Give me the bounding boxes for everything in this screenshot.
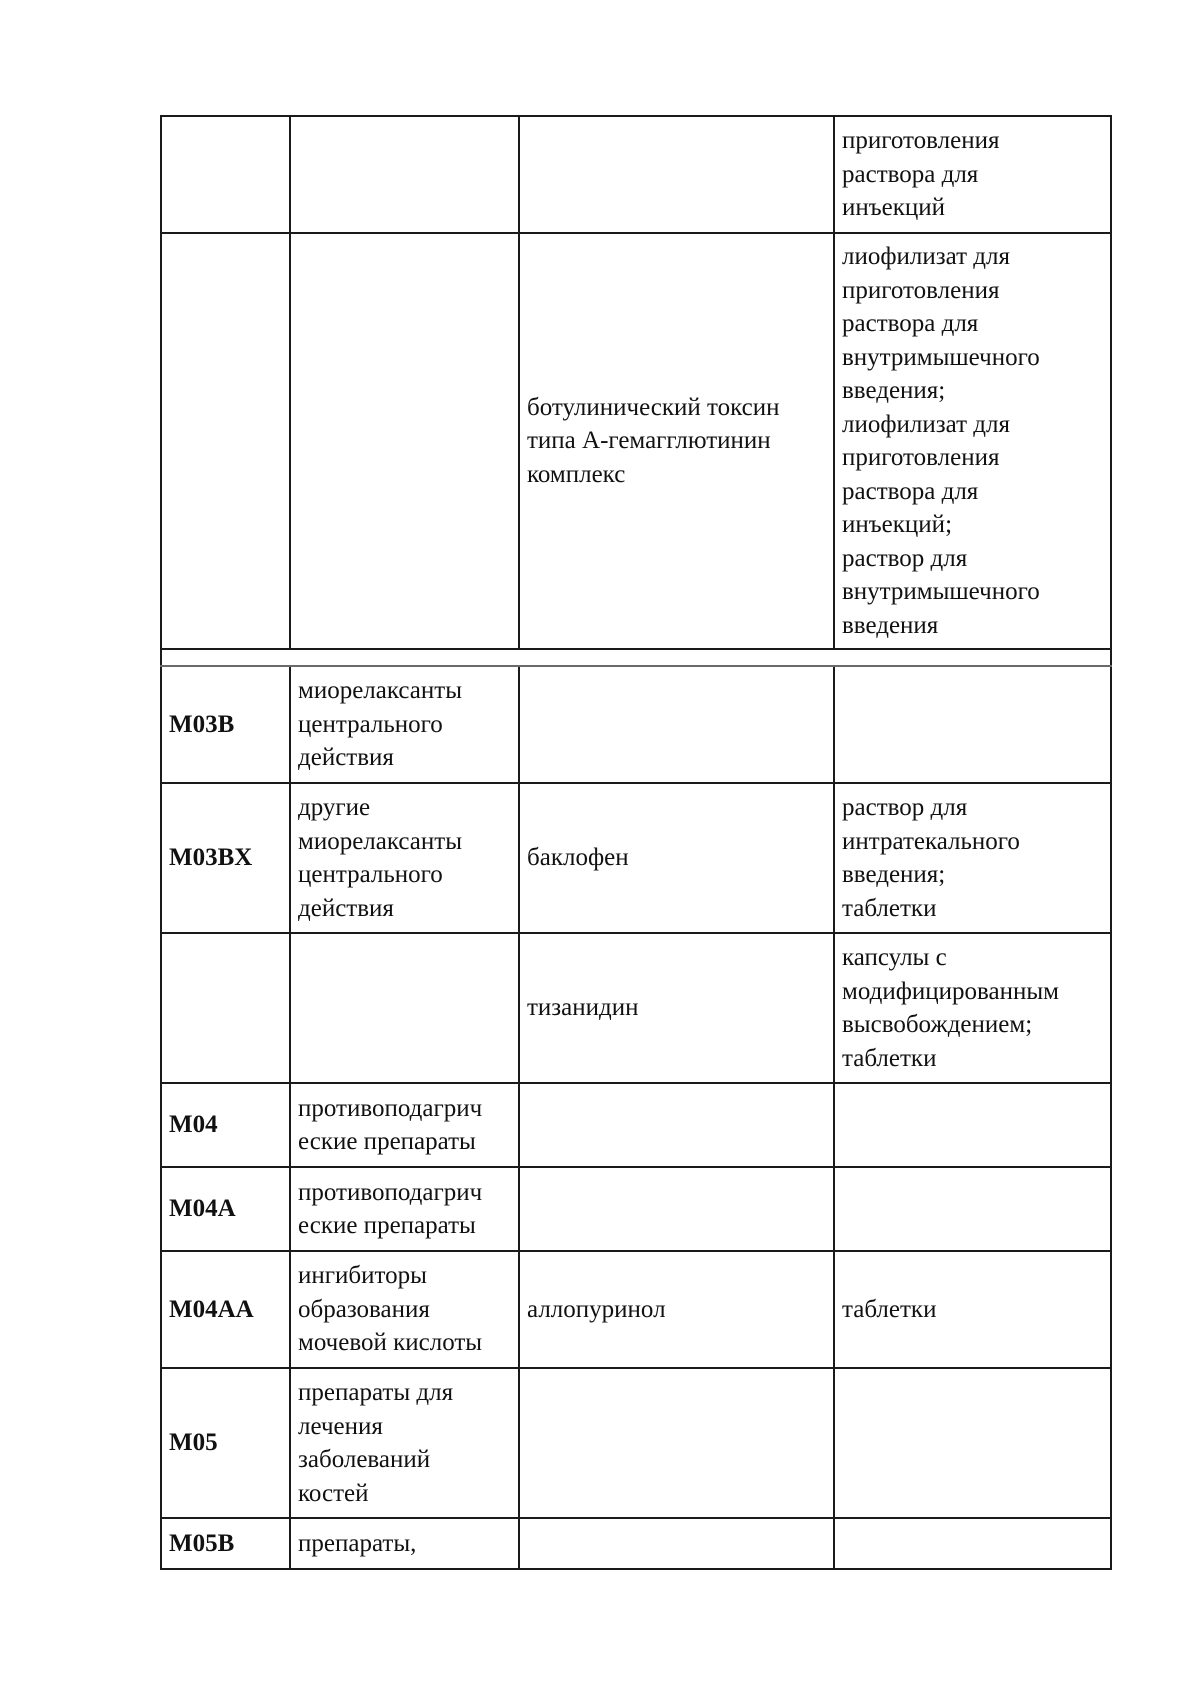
atc-code-cell: M04AA	[161, 1251, 290, 1368]
group-cell: противоподагрич еские препараты	[290, 1167, 519, 1251]
group-cell: другие миорелаксанты центрального действия	[290, 783, 519, 933]
atc-code-cell: M04A	[161, 1167, 290, 1251]
group-cell	[290, 233, 519, 649]
group-cell: миорелаксанты центрального действия	[290, 666, 519, 783]
group-cell: препараты,	[290, 1518, 519, 1569]
atc-code-cell: M03BX	[161, 783, 290, 933]
substance-cell: баклофен	[519, 783, 834, 933]
table-row	[161, 1368, 1111, 1518]
dosage-form-cell	[834, 1167, 1111, 1251]
separator-cell	[161, 649, 1111, 666]
substance-cell	[519, 666, 834, 783]
atc-code-cell	[161, 233, 290, 649]
substance-cell	[519, 1083, 834, 1167]
dosage-form-cell: таблетки	[834, 1251, 1111, 1368]
table-row	[161, 1518, 1111, 1569]
atc-code-cell	[161, 933, 290, 1083]
substance-cell	[519, 1368, 834, 1518]
table-row	[161, 1083, 1111, 1167]
dosage-form-cell	[834, 1518, 1111, 1569]
drug-table	[160, 115, 1112, 1570]
table-row	[161, 116, 1111, 233]
table-row	[161, 1167, 1111, 1251]
substance-cell	[519, 116, 834, 233]
dosage-form-cell	[834, 1083, 1111, 1167]
dosage-form-cell: раствор для интратекального введения; таблетки	[834, 783, 1111, 933]
group-cell: ингибиторы образования мочевой кислоты	[290, 1251, 519, 1368]
dosage-form-cell: капсулы с модифицированным высвобождением; таблетки	[834, 933, 1111, 1083]
dosage-form-cell	[834, 1368, 1111, 1518]
group-cell: препараты для лечения заболеваний костей	[290, 1368, 519, 1518]
table-row	[161, 666, 1111, 783]
table-row	[161, 783, 1111, 933]
substance-cell	[519, 1167, 834, 1251]
dosage-form-cell	[834, 666, 1111, 783]
table-separator	[161, 649, 1111, 666]
atc-code-cell: M05B	[161, 1518, 290, 1569]
substance-cell: ботулинический токсин типа А-гемагглютинин комплекс	[519, 233, 834, 649]
group-cell	[290, 933, 519, 1083]
dosage-form-cell: приготовления раствора для инъекций	[834, 116, 1111, 233]
group-cell	[290, 116, 519, 233]
atc-code-cell: M05	[161, 1368, 290, 1518]
atc-code-cell	[161, 116, 290, 233]
substance-cell: аллопуринол	[519, 1251, 834, 1368]
substance-cell	[519, 1518, 834, 1569]
atc-code-cell: M04	[161, 1083, 290, 1167]
table-row	[161, 933, 1111, 1083]
table-row	[161, 233, 1111, 649]
table-row	[161, 1251, 1111, 1368]
dosage-form-cell: лиофилизат для приготовления раствора для внутримышечного введения; лиофилизат для приготовления раствора для инъекций; раствор для внутримышечного введения	[834, 233, 1111, 649]
atc-code-cell: M03B	[161, 666, 290, 783]
substance-cell: тизанидин	[519, 933, 834, 1083]
group-cell: противоподагрич еские препараты	[290, 1083, 519, 1167]
